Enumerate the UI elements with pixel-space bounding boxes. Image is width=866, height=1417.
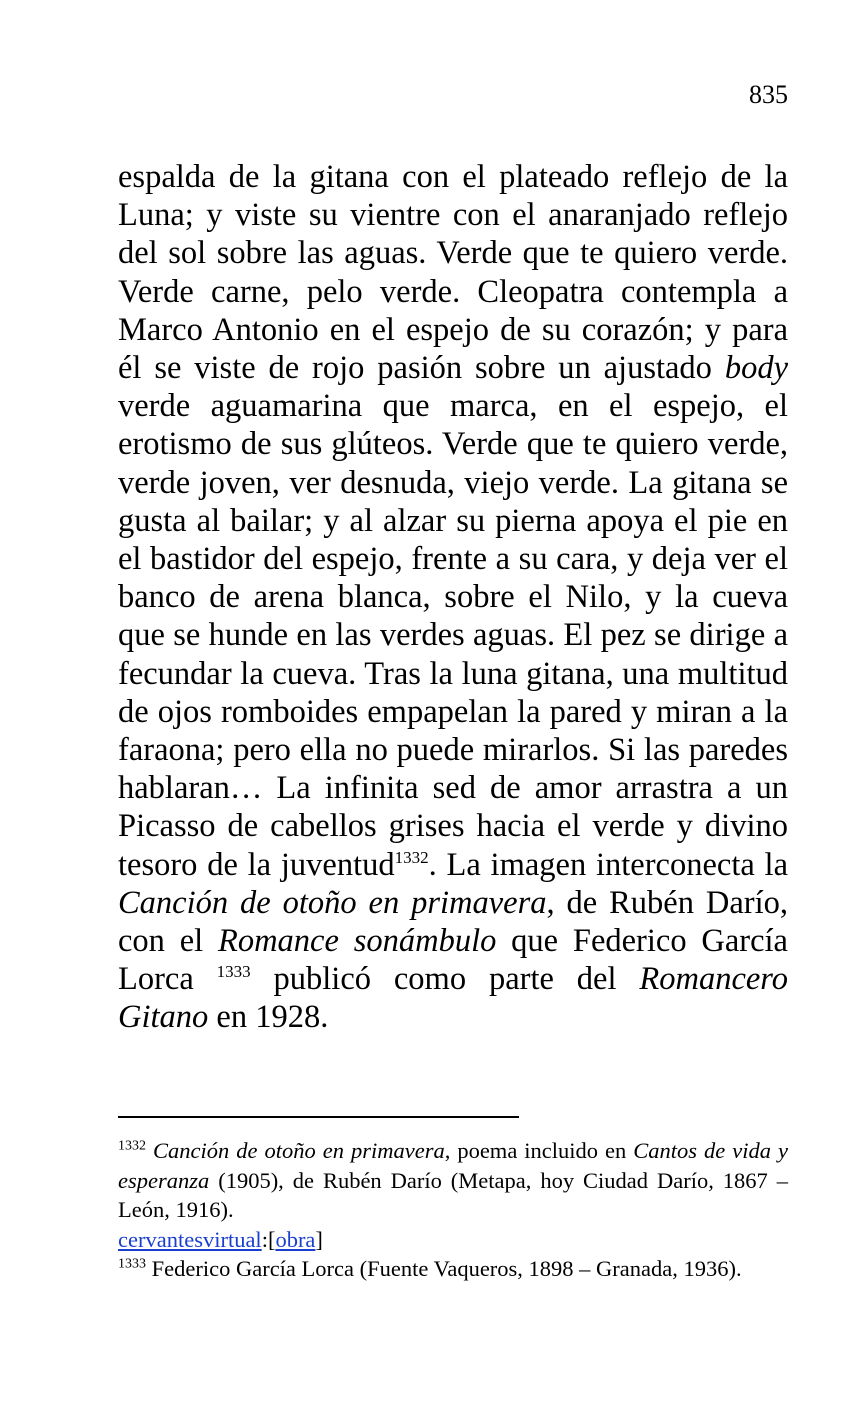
cervantesvirtual-link[interactable]: cervantesvirtual: [118, 1226, 262, 1252]
body-italic-cancion: Canción de otoño en primavera: [118, 884, 547, 921]
footnote-ref-1333[interactable]: 1333: [216, 962, 251, 982]
link-separator-open: :[: [261, 1226, 276, 1252]
footnote-text-2: (1905), de Rubén Darío (Metapa, hoy Ciudad Darío, 1867 – León, 1916).: [118, 1167, 788, 1222]
body-text-7: en 1928.: [208, 999, 329, 1036]
footnote-1333: [118, 1254, 788, 1284]
body-italic-body: body: [724, 350, 788, 387]
footnotes: [118, 1136, 788, 1284]
footnote-text-1: , poema incluido en: [444, 1138, 634, 1163]
footnote-number-1333: 1333: [118, 1256, 146, 1272]
body-text-2: verde aguamarina que marca, en el espejo, el erotismo de sus glúteos. Verde que te quiero verde, verde joven, ver desnuda, viejo verde. La gitana se gusta al bailar; y al alzar su pierna apoya el pie en el bastidor del espejo, frente a su cara, y deja ver el banco de arena blanca, sobre el Nilo, y la cueva que se hunde en las verdes aguas. El pez se dirige a fecundar la cueva. Tras la luna gitana, una multitud de ojos romboides empapelan la pared y miran a la faraona; pero ella no puede mirarlos. Si las paredes hablaran… La infinita sed de amor arrastra a un Picasso de cabellos grises hacia el verde y divino tesoro de la juventud: [118, 388, 788, 883]
page-number: 835: [749, 80, 788, 109]
body-text-4: , de Rubén Darío, con el: [118, 884, 788, 960]
footnote-1332: [118, 1136, 788, 1254]
body-text-6: publicó como parte del: [250, 961, 640, 998]
body-text-1: espalda de la gitana con el plateado reflejo de la Luna; y viste su vientre con el anaranjado reflejo del sol sobre las aguas. Verde que te quiero verde. Verde carne, pelo verde. Cleopatra contempla a Marco Antonio en el espejo de su corazón; y para él se viste de rojo pasión sobre un ajustado: [118, 159, 788, 387]
footnote-italic-2: Cantos de vida y esperanza: [118, 1138, 788, 1193]
footnote-ref-1332[interactable]: 1332: [394, 847, 429, 867]
obra-link[interactable]: obra: [275, 1226, 316, 1252]
footnote-separator: [118, 1116, 519, 1118]
link-separator-close: ]: [315, 1226, 323, 1252]
footnote-number-1332: 1332: [118, 1138, 146, 1154]
body-paragraph: [118, 158, 788, 1037]
body-text-5: que Federico García Lorca: [118, 923, 788, 998]
footnote-italic-1: Canción de otoño en primavera: [153, 1138, 445, 1163]
body-text-3: . La imagen interconecta la: [428, 846, 788, 883]
footnote-text-1333: Federico García Lorca (Fuente Vaqueros, 1898 – Granada, 1936).: [146, 1256, 742, 1281]
body-italic-romance: Romance sonámbulo: [217, 923, 497, 960]
body-italic-romancero: Romancero Gitano: [118, 961, 788, 1036]
